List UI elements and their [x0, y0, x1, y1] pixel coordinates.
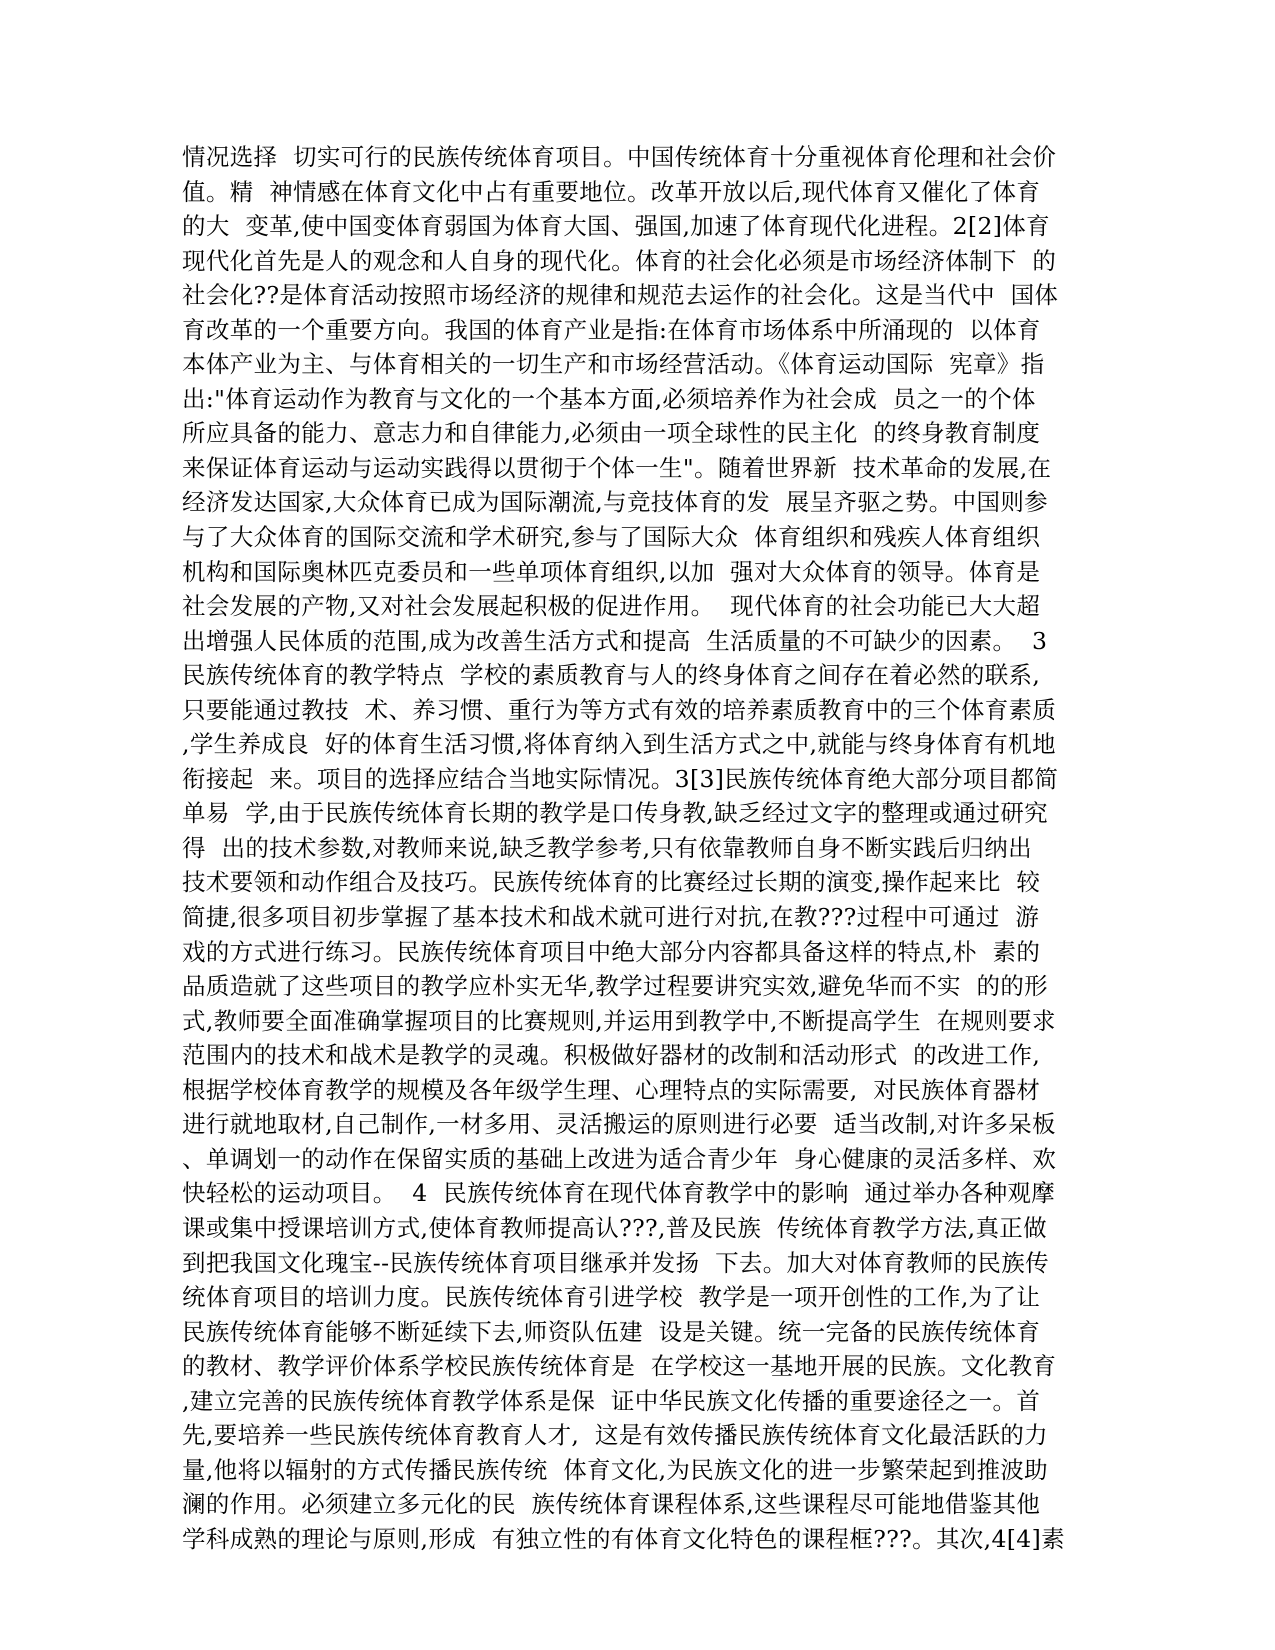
text-line: ,建立完善的民族传统体育教学体系是保 证中华民族文化传播的重要途径之一。首	[182, 1386, 1041, 1415]
text-line: 的大 变革,使中国变体育弱国为体育大国、强国,加速了体育现代化进程。2[2]体育	[182, 212, 1050, 241]
text-line: 根据学校体育教学的规模及各年级学生理、心理特点的实际需要, 对民族体育器材	[182, 1075, 1041, 1104]
text-line: 品质造就了这些项目的教学应朴实无华,教学过程要讲究实效,避免华而不实 的的形	[182, 972, 1049, 1001]
text-line: 戏的方式进行练习。民族传统体育项目中绝大部分内容都具备这样的特点,朴 素的	[182, 937, 1041, 966]
text-line: 量,他将以辐射的方式传播民族传统 体育文化,为民族文化的进一步繁荣起到推波助	[182, 1455, 1049, 1484]
text-line: 只要能通过教技 术、养习惯、重行为等方式有效的培养素质教育中的三个体育素质	[182, 695, 1057, 724]
text-line: 的教材、教学评价体系学校民族传统体育是 在学校这一基地开展的民族。文化教育	[182, 1352, 1057, 1381]
body-text	[182, 140, 1082, 1556]
text-line: 出:"体育运动作为教育与文化的一个基本方面,必须培养作为社会成 员之一的个体	[182, 384, 1036, 413]
text-line: 进行就地取材,自己制作,一材多用、灵活搬运的原则进行必要 适当改制,对许多呆板	[182, 1110, 1056, 1139]
text-line: 澜的作用。必须建立多元化的民 族传统体育课程体系,这些课程尽可能地借鉴其他	[182, 1490, 1041, 1519]
text-line: 社会化??是体育活动按照市场经济的规律和规范去运作的社会化。这是当代中 国体	[182, 281, 1059, 310]
text-line: 课或集中授课培训方式,使体育教师提高认???,普及民族 传统体育教学方法,真正做	[182, 1213, 1047, 1242]
text-line: 经济发达国家,大众体育已成为国际潮流,与竞技体育的发 展呈齐驱之势。中国则参	[182, 488, 1049, 517]
text-line: 育改革的一个重要方向。我国的体育产业是指:在体育市场体系中所涌现的 以体育	[182, 315, 1041, 344]
text-line: 先,要培养一些民族传统体育教育人才, 这是有效传播民族传统体育文化最活跃的力	[182, 1421, 1049, 1450]
text-line: 出增强人民体质的范围,成为改善生活方式和提高 生活质量的不可缺少的因素。 3	[182, 626, 1048, 655]
text-line: 民族传统体育的教学特点 学校的素质教育与人的终身体育之间存在着必然的联系,	[182, 661, 1041, 690]
text-line: 衔接起 来。项目的选择应结合当地实际情况。3[3]民族传统体育绝大部分项目都简	[182, 764, 1059, 793]
text-line: 来保证体育运动与运动实践得以贯彻于个体一生"。随着世界新 技术革命的发展,在	[182, 453, 1052, 482]
text-line: 到把我国文化瑰宝--民族传统体育项目继承并发扬 下去。加大对体育教师的民族传	[182, 1248, 1049, 1277]
text-line: 得 出的技术参数,对教师来说,缺乏教学参考,只有依靠教师自身不断实践后归纳出	[182, 833, 1032, 862]
text-line: 学科成熟的理论与原则,形成 有独立性的有体育文化特色的课程框???。其次,4[4]素	[182, 1524, 1065, 1553]
text-line: 范围内的技术和战术是教学的灵魂。积极做好器材的改制和活动形式 的改进工作,	[182, 1041, 1041, 1070]
text-line: 值。精 神情感在体育文化中占有重要地位。改革开放以后,现代体育又催化了体育	[182, 177, 1041, 206]
text-line: 与了大众体育的国际交流和学术研究,参与了国际大众 体育组织和残疾人体育组织	[182, 523, 1041, 552]
text-line: 、单调划一的动作在保留实质的基础上改进为适合青少年 身心健康的灵活多样、欢	[182, 1144, 1057, 1173]
text-line: ,学生养成良 好的体育生活习惯,将体育纳入到生活方式之中,就能与终身体育有机地	[182, 730, 1056, 759]
text-line: 所应具备的能力、意志力和自律能力,必须由一项全球性的民主化 的终身教育制度	[182, 419, 1041, 448]
text-line: 技术要领和动作组合及技巧。民族传统体育的比赛经过长期的演变,操作起来比 较	[182, 868, 1041, 897]
text-line: 快轻松的运动项目。 4 民族传统体育在现代体育教学中的影响 通过举办各种观摩	[182, 1179, 1056, 1208]
text-line: 现代化首先是人的观念和人自身的现代化。体育的社会化必须是市场经济体制下 的	[182, 246, 1057, 275]
text-line: 式,教师要全面准确掌握项目的比赛规则,并运用到教学中,不断提高学生 在规则要求	[182, 1006, 1056, 1035]
text-line: 机构和国际奥林匹克委员和一些单项体育组织,以加 强对大众体育的领导。体育是	[182, 557, 1041, 586]
text-line: 简捷,很多项目初步掌握了基本技术和战术就可进行对抗,在教???过程中可通过 游	[182, 903, 1040, 932]
text-line: 单易 学,由于民族传统体育长期的教学是口传身教,缺乏经过文字的整理或通过研究	[182, 799, 1049, 828]
text-line: 社会发展的产物,又对社会发展起积极的促进作用。 现代体育的社会功能已大大超	[182, 592, 1041, 621]
text-line: 本体产业为主、与体育相关的一切生产和市场经营活动。《体育运动国际 宪章》指	[182, 350, 1045, 379]
text-line: 情况选择 切实可行的民族传统体育项目。中国传统体育十分重视体育伦理和社会价	[182, 143, 1057, 171]
text-line: 民族传统体育能够不断延续下去,师资队伍建 设是关键。统一完备的民族传统体育	[182, 1317, 1041, 1346]
text-line: 统体育项目的培训力度。民族传统体育引进学校 教学是一项开创性的工作,为了让	[182, 1283, 1041, 1312]
